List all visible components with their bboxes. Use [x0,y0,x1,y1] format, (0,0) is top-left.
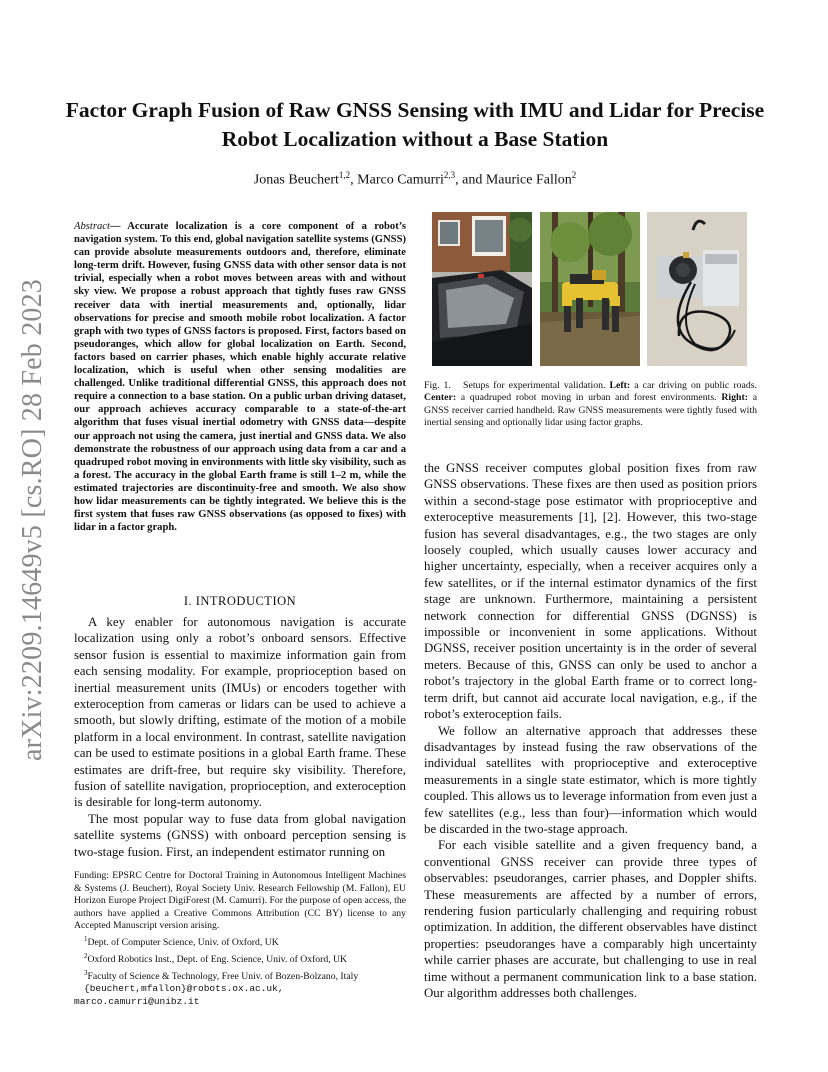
author-name: Marco Camurri [357,172,444,188]
section-heading: I. INTRODUCTION [183,594,297,608]
left-column-body [74,614,406,860]
affiliation-note: $^2$Oxford Robotics Inst., Dept. of Eng. Science, Univ. of Oxford, UK [84,951,348,966]
paragraph: A key enabler for autonomous navigation is accurate localization using only a robot’s onboard sensors. Effective sensor fusion is essential to maximize information gain from each sensing modality. For example, proprioception based on inertial measurement units (IMUs) or encoders together with exteroception from cameras or lidars can be used to achieve a smooth, but slowly drifting, estimate of the motion of a mobile platform in a local environment. In contrast, satellite navigation can be used to estimate positions in a global Earth frame. These estimates are drift-free, but require sky visibility. Therefore, fusion of satellite navigation, proprioception, and exteroception is desirable for long-term autonomy. [74,615,406,810]
paragraph: For each visible satellite and a given frequency band, a conventional GNSS receiver can provide three types of observables: pseudoranges, carrier phases, and Doppler shifts. These measurements are affected by a number of errors, rendering fusion particularly challenging and requiring robust optimization. In addition, the different observables have distinct properties: pseudoranges have a comparably high uncertainty while carrier phases are accurate, but challenging to use in real time without a permanent communication link to a base station. Our algorithm addresses both challenges. [424,838,757,1000]
abstract: Abstract— Accurate localization is a core component of a robot’s navigation system. To this end, global navigation satellite systems (GNSS) can provide absolute measurements outdoors and, therefore, eliminate long-term drift. However, fusing GNSS data with other sensor data is not trivial, especially when a robot moves between areas with and without sky view. We propose a robust approach that tightly fuses raw GNSS receiver data with inertial measurements and, optionally, lidar observations for precise and smooth mobile robot localization. A factor graph with two types of GNSS factors is proposed. First, factors based on pseudoranges, which allow for global localization on Earth. Second, factors based on carrier phases, which enable highly accurate relative localization, which is useful when other sensing modalities are challenged. Unlike traditional differential GNSS, this approach does not require a connection to a base station. On a public urban driving dataset, our approach achieves accuracy comparable to a state-of-the-art algorithm that fuses visual inertial odometry with GNSS data—despite our approach not using the camera, just inertial and GNSS data. We also demonstrate the robustness of our approach using data from a car and a quadruped robot moving in environments with little sky visibility, such as a forest. The accuracy in the global Earth frame is still 1–2 m, while the estimated trajectories are discontinuity-free and smooth. We also show how lidar measurements can be tightly integrated. We believe this is the first system that fuses raw GNSS observations (as opposed to fixes) with lidar in a factor graph. [74,221,406,534]
author-affiliation-marker: 2,3 [443,170,456,180]
gnss-receiver-photo [647,212,747,366]
car-photo [432,212,532,366]
affiliation-note: $^3$Faculty of Science & Technology, Free Univ. of Bozen-Bolzano, Italy [84,968,359,982]
figure-caption: Fig. 1. Setups for experimental validation. Left: a car driving on public roads. Center: a quadruped robot moving in urban and forest environments. Right: a GNSS receiver carried handheld. Raw GNSS measurements were tightly fused with inertial sensing and optionally lidar using factor graphs. [424,380,758,429]
affiliation-note: $^1$Dept. of Computer Science, Univ. of Oxford, UK [84,934,279,949]
funding-note: Funding: EPSRC Centre for Doctoral Training in Autonomous Intelligent Machines & Systems (J. Beuchert), Royal Society Univ. Research Fellowship (M. Fallon), EU Horizon Europe Project DigiForest (M. Camurri). For the purpose of open access, the authors have applied a Creative Commons Attribution (CC BY) license to any Accepted Manuscript version arising. [74,870,406,932]
author-name: Maurice Fallon [485,172,572,188]
author-affiliation-marker: 1,2 [338,170,351,180]
paragraph: the GNSS receiver computes global position fixes from raw GNSS observations. These fixes are then used as position priors within a second-stage pose estimator with proprioceptive and exteroceptive measurements [1], [2]. However, this two-stage fusion has several disadvantages, e.g., the two stages are only loosely coupled, which usually causes lower accuracy and higher uncertainty, especially, when a receiver acquires only a few satellites, or if the internal estimator dynamics of the first stage are unknown. Furthermore, maintaining a persistent network connection for differential GNSS (DGNSS) is impossible or inconvenient in some applications. Without DGNSS, receiver position uncertainty is in the order of several meters. Because of this, GNSS can only be used to anchor a robot’s trajectory in the global Earth frame or to correct long-term drift, but cannot aid accurate local navigation, e.g., if the robot’s exteroception fails. [424,461,757,722]
figure-photos [432,212,747,366]
email-line: {beuchert,mfallon}@robots.ox.ac.uk, [84,983,284,995]
figure-label: Fig. 1. [424,380,451,391]
author-list: Jonas Beuchert$^{1,2}$, Marco Camurri$^{2,3}$, and Maurice Fallon$^2$ [253,170,577,188]
affiliation-number: 3 [84,968,88,977]
arxiv-identifier: arXiv:2209.14649v5 [cs.RO] 28 Feb 2023 [17,278,48,762]
paragraph: We follow an alternative approach that addresses these disadvantages by instead fusing the raw observations of the individual satellites with proprioceptive and exteroceptive measurements in a single state estimator, which is more tightly coupled. This allows us to leverage information from even just a few satellites (e.g., less than four)—information which would be discarded in the two-stage approach. [424,723,757,836]
abstract-text: Accurate localization is a core component of a robot’s navigation system. To this end, global navigation satellite systems (GNSS) can provide absolute measurements outdoors and, therefore, eliminate long-term drift. However, fusing GNSS data with other sensor data is not trivial, especially when a robot moves between areas with and without sky view. We propose a robust approach that tightly fuses raw GNSS receiver data with inertial measurements and, optionally, lidar observations for precise and smooth mobile robot localization. A factor graph with two types of GNSS factors is proposed. First, factors based on pseudoranges, which allow for global localization on Earth. Second, factors based on carrier phases, which enable highly accurate relative localization, which is useful when other sensing modalities are challenged. Unlike traditional differential GNSS, this approach does not require a connection to a base station. On a public urban driving dataset, our approach achieves accuracy comparable to a state-of-the-art algorithm that fuses visual inertial odometry with GNSS data—despite our approach not using the camera, just inertial and GNSS data. We also demonstrate the robustness of our approach using data from a car and a quadruped robot moving in environments with little sky visibility, such as a forest. The accuracy in the global Earth frame is still 1–2 m, while the estimated trajectories are discontinuity-free and smooth. We also show how lidar measurements can be tightly integrated. We believe this is the first system that fuses raw GNSS observations (as opposed to fixes) with lidar in a factor graph. [74,221,406,534]
author-name: Jonas Beuchert [253,172,339,188]
arxiv-sidebar-stamp [10,280,56,760]
email-line: marco.camurri@unibz.it [74,996,200,1008]
paragraph: The most popular way to fuse data from global navigation satellite systems (GNSS) with onboard perception sensing is two-stage fusion. First, an independent estimator running on [74,811,406,859]
author-affiliation-marker: 2 [571,170,577,180]
affiliation-number: 1 [84,934,88,943]
right-column-body [424,460,757,1001]
footnotes [74,870,406,1009]
paper-title: Factor Graph Fusion of Raw GNSS Sensing with IMU and Lidar for Precise Robot Localization without a Base Station [65,98,765,151]
affiliation-number: 2 [84,951,88,960]
abstract-lead: Abstract [74,221,110,232]
quadruped-photo [540,212,640,366]
